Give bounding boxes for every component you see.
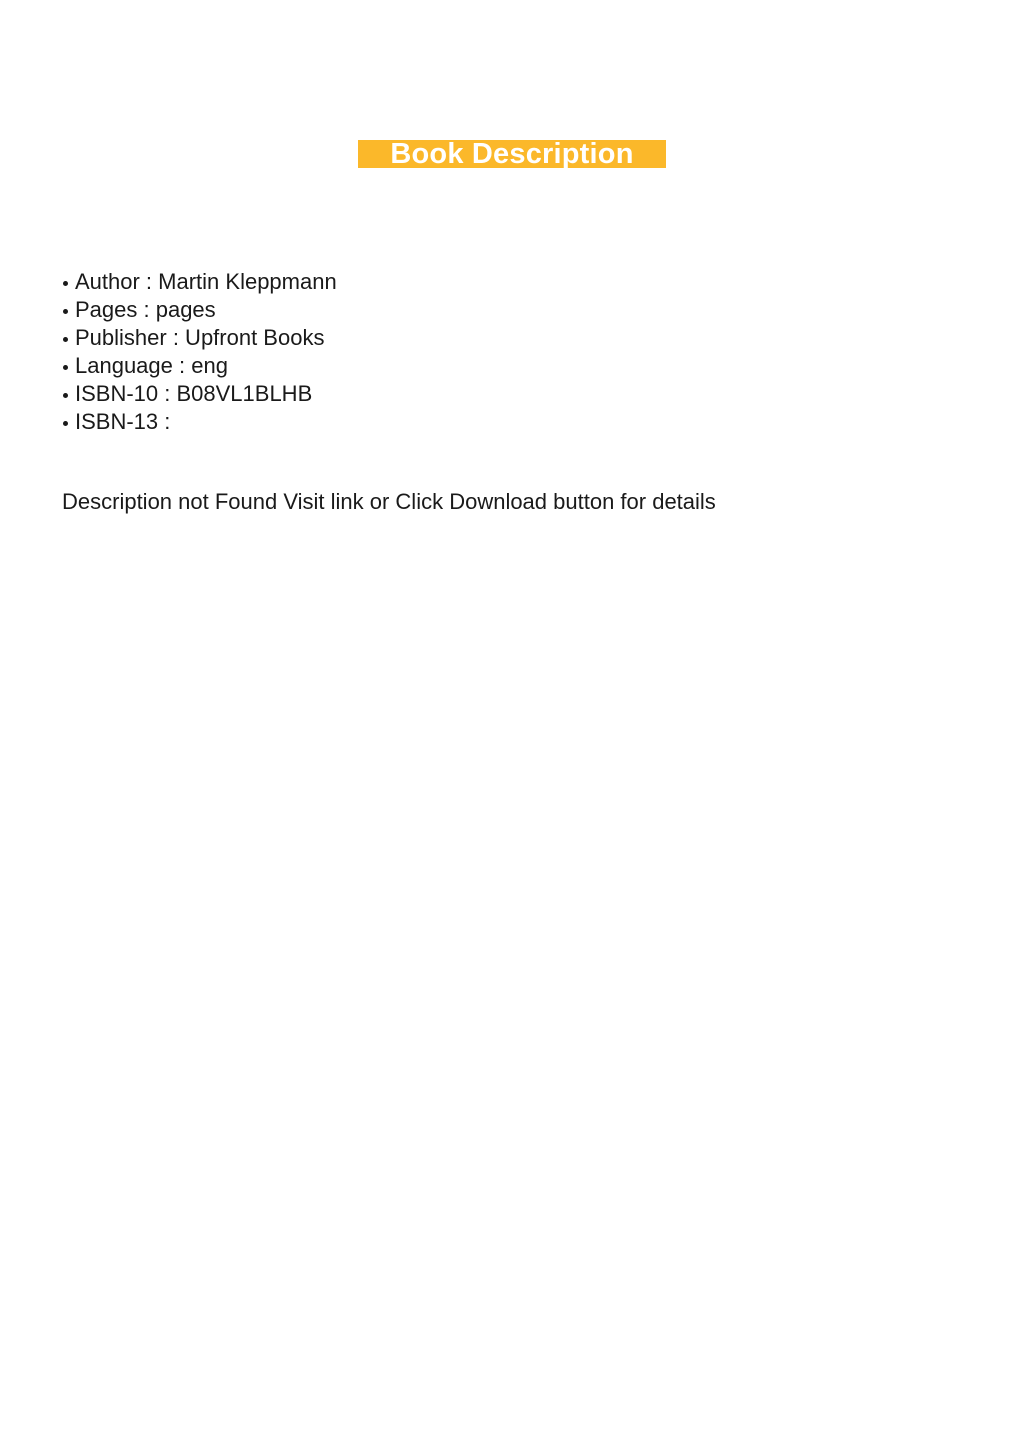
bullet-icon <box>63 337 68 342</box>
title-banner <box>358 140 666 168</box>
bullet-icon <box>63 281 68 286</box>
metadata-author-text: Author : Martin Kleppmann <box>75 269 337 294</box>
bullet-icon <box>63 393 68 398</box>
bullet-icon <box>63 309 68 314</box>
bullet-icon <box>63 421 68 426</box>
metadata-isbn-10 <box>62 380 337 408</box>
metadata-language <box>62 352 337 380</box>
metadata-pages-text: Pages : pages <box>75 297 216 322</box>
metadata-pages <box>62 296 337 324</box>
metadata-publisher <box>62 324 337 352</box>
metadata-isbn-13 <box>62 408 337 436</box>
metadata-author <box>62 268 337 296</box>
book-metadata-list <box>62 268 337 436</box>
metadata-isbn-10-text: ISBN-10 : B08VL1BLHB <box>75 381 313 406</box>
description-text: Description not Found Visit link or Click Download button for details <box>62 489 716 514</box>
metadata-isbn-13-text: ISBN-13 : <box>75 409 171 434</box>
bullet-icon <box>63 365 68 370</box>
page-title: Book Description <box>390 138 634 170</box>
metadata-language-text: Language : eng <box>75 353 228 378</box>
metadata-publisher-text: Publisher : Upfront Books <box>75 325 325 350</box>
